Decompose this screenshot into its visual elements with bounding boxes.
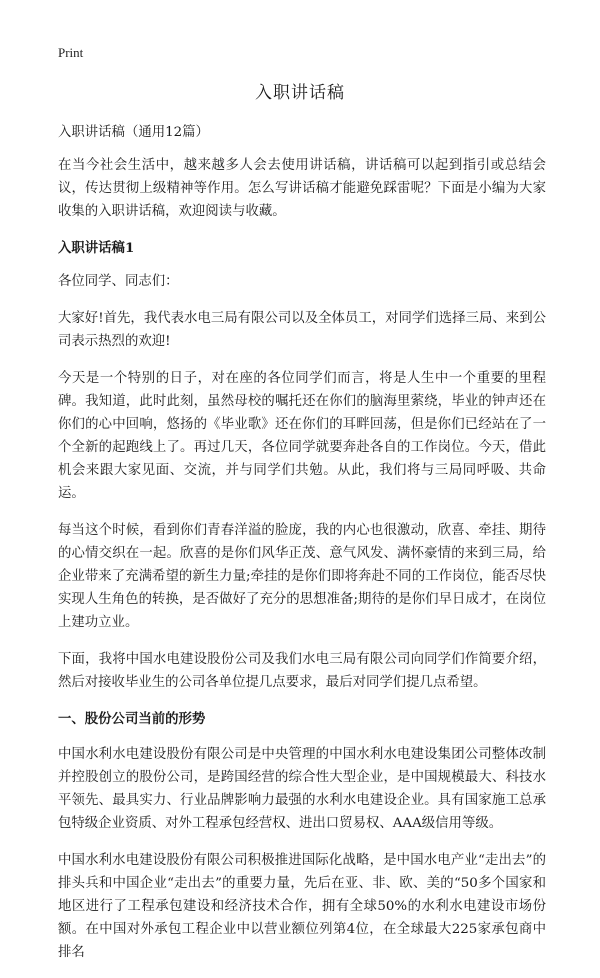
section-heading: 一、股份公司当前的形势	[58, 711, 206, 727]
section-paragraph: 中国水利水电建设股份有限公司是中央管理的中国水利水电建设集团公司整体改制并控股创立的股份公司，是跨国经营的综合性大型企业，是中国规模最大、科技水平领先、最具实力、行业品牌影响力最强的水利水电建设企业。具有国家施工总承包特级企业资质、对外工程承包经营权、进出口贸易权、AAA级信用等级。	[58, 747, 546, 831]
document-body	[58, 121, 546, 978]
document-subtitle: 入职讲话稿（通用12篇）	[58, 125, 209, 140]
body-paragraph: 下面，我将中国水电建设股份公司及我们水电三局有限公司向同学们作简要介绍，然后对接收毕业生的公司各单位提几点要求，最后对同学们提几点希望。	[58, 652, 546, 690]
body-paragraph: 今天是一个特别的日子，对在座的各位同学们而言，将是人生中一个重要的里程碑。我知道，此时此刻，虽然母校的嘱托还在你们的脑海里萦绕，毕业的钟声还在你们的心中回响，悠扬的《毕业歌》还在你们的耳畔回荡，但是你们已经站在了一个全新的起跑线上了。再过几天，各位同学就要奔赴各自的工作岗位。今天，借此机会来跟大家见面、交流，并与同学们共勉。从此，我们将与三局同呼吸、共命运。	[58, 371, 546, 501]
body-paragraph: 大家好!首先，我代表水电三局有限公司以及全体员工，对同学们选择三局、来到公司表示热烈的欢迎!	[58, 311, 546, 349]
speech-heading: 入职讲话稿1	[58, 240, 135, 256]
body-paragraph: 每当这个时候，看到你们青春洋溢的脸庞，我的内心也很激动，欣喜、牵挂、期待的心情交织在一起。欣喜的是你们风华正茂、意气风发、满怀豪情的来到三局，给企业带来了充满希望的新生力量;牵挂的是你们即将奔赴不同的工作岗位，能否尽快实现人生角色的转换，是否做好了充分的思想准备;期待的是你们早日成才，在岗位上建功立业。	[58, 523, 546, 630]
intro-paragraph: 在当今社会生活中，越来越多人会去使用讲话稿，讲话稿可以起到指引或总结会议，传达贯彻上级精神等作用。怎么写讲话稿才能避免踩雷呢？下面是小编为大家收集的入职讲话稿，欢迎阅读与收藏。	[58, 158, 546, 219]
section-paragraph: 中国水利水电建设股份有限公司积极推进国际化战略，是中国水电产业“走出去”的排头兵和中国企业“走出去”的重要力量，先后在亚、非、欧、美的“50多个国家和地区进行了工程承包建设和经济技术合作，拥有全球50%的水利水电建设市场份额。在中国对外承包工程企业中以营业额位列第4位，在全球最大225家承包商中排名	[58, 853, 546, 960]
print-link[interactable]: Print	[58, 45, 84, 60]
page-title: 入职讲话稿	[255, 83, 345, 103]
salutation: 各位同学、同志们：	[58, 274, 179, 289]
